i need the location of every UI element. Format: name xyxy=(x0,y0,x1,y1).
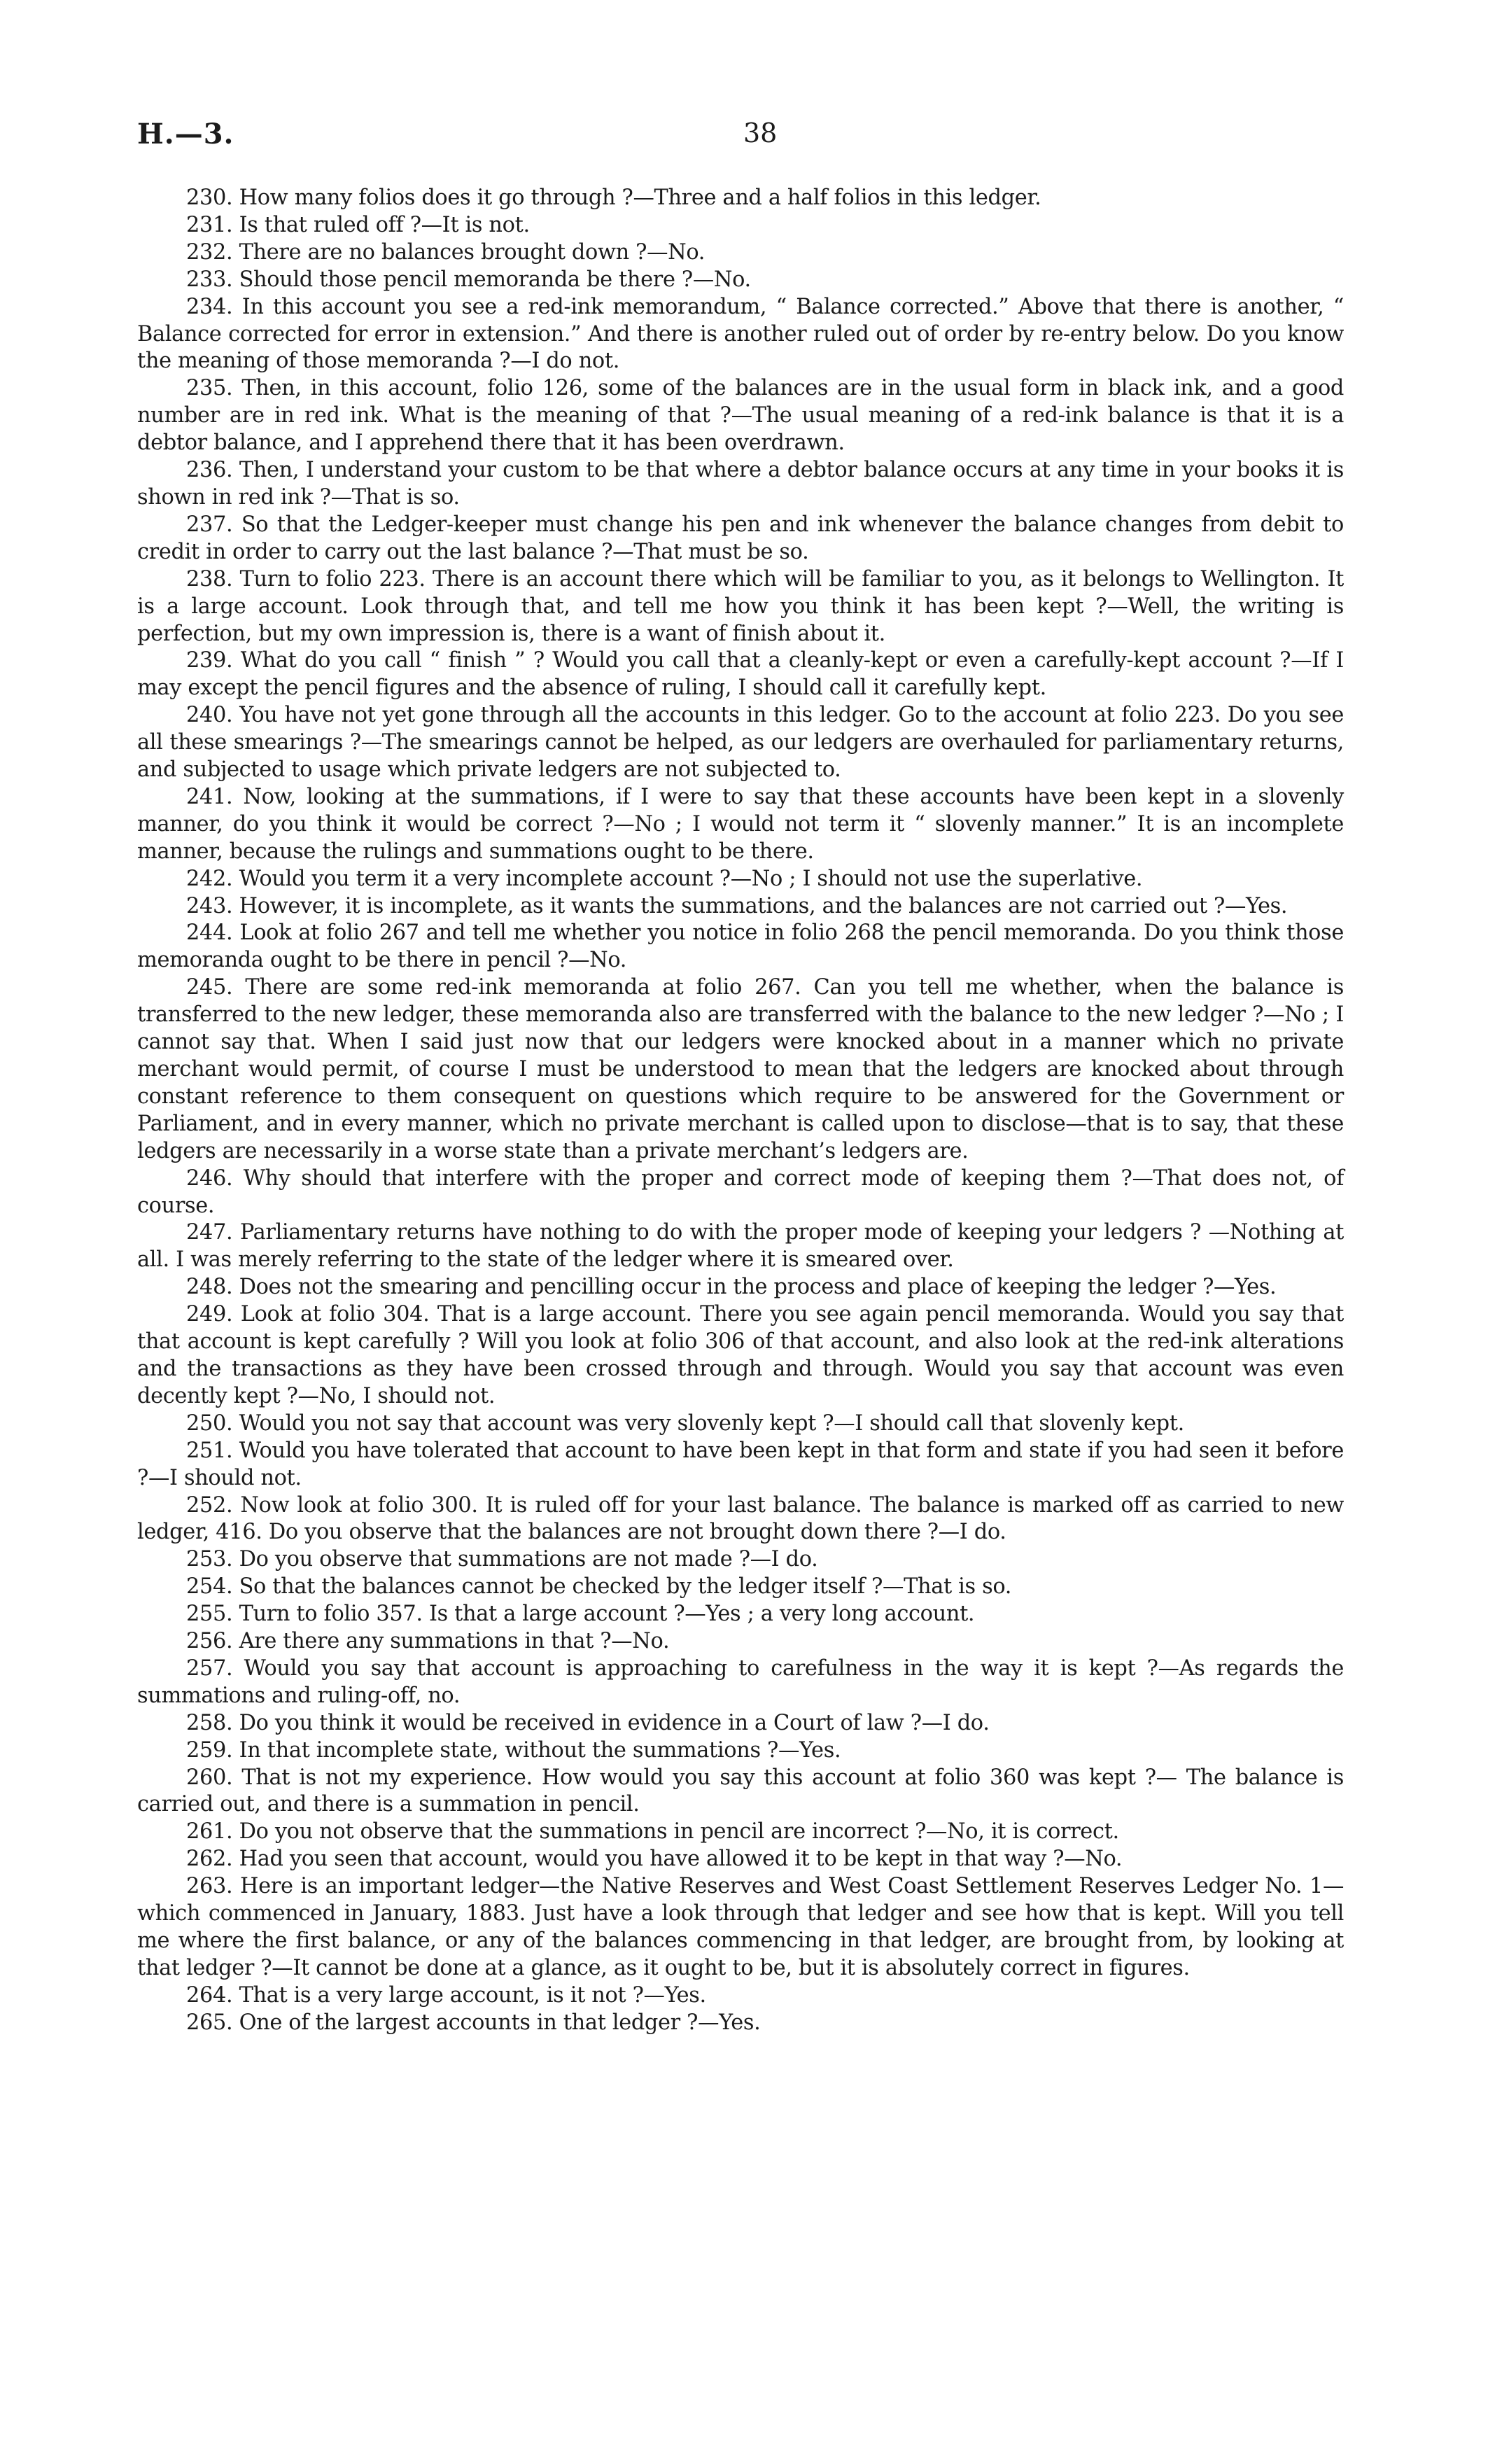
page-header xyxy=(137,118,1351,160)
question-answer-232: 232. There are no balances brought down ?—No. xyxy=(186,239,706,265)
question-answer-252: 252. Now look at folio 300. It is ruled off for your last balance. The balance is marked off as carried to new ledger, 416. Do you observe that the balances are not brought down there ?—I do. xyxy=(137,1492,1344,1545)
question-answer-239: 239. What do you call “ finish ” ? Would you call that a cleanly-kept or even a carefully-kept account ?—If I may except the pencil figures and the absence of ruling, I should call it carefully kept. xyxy=(137,648,1344,701)
question-answer-235: 235. Then, in this account, folio 126, some of the balances are in the usual form in black ink, and a good number are in red ink. What is the meaning of that ?—The usual meaning of a red-ink balance is that it is a debtor balance, and I apprehend there that it has been overdrawn. xyxy=(137,376,1344,456)
question-answer-262: 262. Had you seen that account, would you have allowed it to be kept in that way ?—No. xyxy=(186,1847,1123,1872)
question-answer-230: 230. How many folios does it go through ?—Three and a half folios in this ledger. xyxy=(186,186,1041,210)
question-answer-237: 237. So that the Ledger-keeper must change his pen and ink whenever the balance changes from debit to credit in order to carry out the last balance ?—That must be so. xyxy=(137,512,1344,564)
question-answer-251: 251. Would you have tolerated that account to have been kept in that form and state if you had seen it before ?—I should not. xyxy=(137,1438,1344,1490)
question-answer-241: 241. Now, looking at the summations, if I were to say that these accounts have been kept in a slovenly manner, do you think it would be correct ?—No ; I would not term it “ slovenly manner.” It is an incomplete manner, because the rulings and summations ought to be there. xyxy=(137,784,1344,864)
question-answer-242: 242. Would you term it a very incomplete account ?—No ; I should not use the superlative. xyxy=(186,866,1143,891)
question-answer-246: 246. Why should that interfere with the proper and correct mode of keeping them ?—That does not, of course. xyxy=(137,1166,1344,1218)
question-answer-240: 240. You have not yet gone through all the accounts in this ledger. Go to the account at folio 223. Do you see all these smearings ?—The smearings cannot be helped, as our ledgers are overhauled for parliamentary returns, and subjected to usage which private ledgers are not subjected to. xyxy=(137,703,1344,783)
question-answer-260: 260. That is not my experience. How would you say this account at folio 360 was kept ?— The balance is carried out, and there is a summation in pencil. xyxy=(137,1765,1344,1817)
question-answer-258: 258. Do you think it would be received in evidence in a Court of law ?—I do. xyxy=(186,1710,990,1735)
question-answer-255: 255. Turn to folio 357. Is that a large account ?—Yes ; a very long account. xyxy=(186,1602,975,1627)
question-answer-254: 254. So that the balances cannot be checked by the ledger itself ?—That is so. xyxy=(186,1574,1012,1600)
testimony-text xyxy=(137,185,1344,2037)
question-answer-264: 264. That is a very large account, is it not ?—Yes. xyxy=(186,1982,706,2008)
question-answer-263: 263. Here is an important ledger—the Native Reserves and West Coast Settlement Reserves Ledger No. 1—which commenced in January, 1883. Just have a look through that ledger and see how that is kept. Will you tell me where the first balance, or any of the balances commencing in that ledger, are brought from, by looking at that ledger ?—It cannot be done at a glance, as it ought to be, but it is absolutely correct in figures. xyxy=(137,1874,1344,1980)
page-number: 38 xyxy=(743,118,778,148)
question-answer-231: 231. Is that ruled off ?—It is not. xyxy=(186,212,530,237)
question-answer-259: 259. In that incomplete state, without the summations ?—Yes. xyxy=(186,1737,841,1763)
question-answer-261: 261. Do you not observe that the summations in pencil are incorrect ?—No, it is correct. xyxy=(186,1819,1119,1844)
question-answer-245: 245. There are some red-ink memoranda at folio 267. Can you tell me whether, when the balance is transferred to the new ledger, these memoranda also are transferred with the balance to the new ledger ?—No ; I cannot say that. When I said just now that our ledgers were knocked about in a manner which no private merchant would permit, of course I must be understood to mean that the ledgers are knocked about through constant reference to them consequent on questions which require to be answered for the Government or Parliament, and in every manner, which no private merchant is called upon to disclose—that is to say, that these ledgers are necessarily in a worse state than a private merchant’s ledgers are. xyxy=(137,975,1344,1163)
question-answer-244: 244. Look at folio 267 and tell me whether you notice in folio 268 the pencil memoranda. Do you think those memoranda ought to be there in pencil ?—No. xyxy=(137,920,1344,973)
document-reference: H.—3. xyxy=(137,118,234,150)
question-answer-249: 249. Look at folio 304. That is a large account. There you see again pencil memoranda. Would you say that that account is kept carefully ? Will you look at folio 306 of that account, and also look at the red-ink alterations and the transactions as they have been crossed through and through. Would you say that account was even decently kept ?—No, I should not. xyxy=(137,1302,1344,1408)
question-answer-238: 238. Turn to folio 223. There is an account there which will be familiar to you, as it belongs to Wellington. It is a large account. Look through that, and tell me how you think it has been kept ?—Well, the writing is perfection, but my own impression is, there is a want of finish about it. xyxy=(137,566,1344,646)
question-answer-250: 250. Would you not say that account was very slovenly kept ?—I should call that slovenly kept. xyxy=(186,1410,1184,1436)
question-answer-265: 265. One of the largest accounts in that ledger ?—Yes. xyxy=(186,2010,761,2035)
question-answer-236: 236. Then, I understand your custom to be that where a debtor balance occurs at any time in your books it is shown in red ink ?—That is so. xyxy=(137,458,1344,510)
question-answer-243: 243. However, it is incomplete, as it wants the summations, and the balances are not carried out ?—Yes. xyxy=(186,893,1288,918)
question-answer-233: 233. Should those pencil memoranda be there ?—No. xyxy=(186,267,751,292)
question-answer-257: 257. Would you say that account is approaching to carefulness in the way it is kept ?—As regards the summations and ruling-off, no. xyxy=(137,1656,1344,1708)
question-answer-256: 256. Are there any summations in that ?—No. xyxy=(186,1629,670,1654)
question-answer-253: 253. Do you observe that summations are not made ?—I do. xyxy=(186,1547,818,1572)
question-answer-234: 234. In this account you see a red-ink memorandum, “ Balance corrected.” Above that there is another, “ Balance corrected for error in extension.” And there is another ruled out of order by re-entry below. Do you know the meaning of those memoranda ?—I do not. xyxy=(137,294,1344,374)
question-answer-248: 248. Does not the smearing and pencilling occur in the process and place of keeping the ledger ?—Yes. xyxy=(186,1275,1277,1300)
question-answer-247: 247. Parliamentary returns have nothing to do with the proper mode of keeping your ledgers ? —Nothing at all. I was merely referring to the state of the ledger where it is smeared over. xyxy=(137,1220,1344,1273)
